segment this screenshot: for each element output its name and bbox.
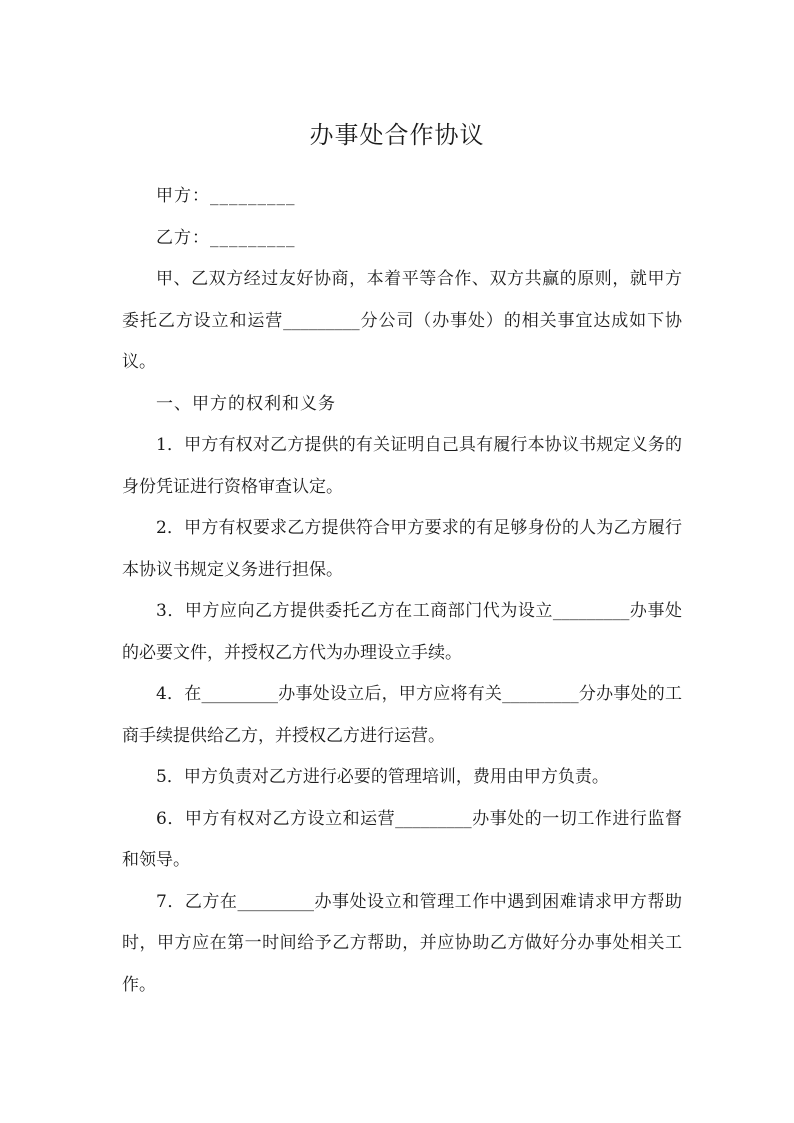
document-title: 办事处合作协议 <box>309 121 485 149</box>
clause-6: 6．甲方有权对乙方设立和运营_________办事处的一切工作进行监督和领导。 <box>122 808 682 870</box>
document-body <box>122 176 682 1006</box>
party-a-line: 甲方：_________ <box>156 186 296 206</box>
intro-paragraph: 甲、乙双方经过友好协商，本着平等合作、双方共赢的原则，就甲方委托乙方设立和运营_________分公司（办事处）的相关事宜达成如下协议。 <box>122 269 682 372</box>
clause-3: 3．甲方应向乙方提供委托乙方在工商部门代为设立_________办事处的必要文件，并授权乙方代为办理设立手续。 <box>122 601 682 663</box>
clause-4: 4．在_________办事处设立后，甲方应将有关_________分办事处的工商手续提供给乙方，并授权乙方进行运营。 <box>122 684 682 746</box>
section-heading-1: 一、甲方的权利和义务 <box>156 393 336 414</box>
party-b-line: 乙方：_________ <box>156 227 296 248</box>
clause-1: 1．甲方有权对乙方提供的有关证明自己具有履行本协议书规定义务的身份凭证进行资格审查认定。 <box>122 435 682 497</box>
clause-2: 2．甲方有权要求乙方提供符合甲方要求的有足够身份的人为乙方履行本协议书规定义务进行担保。 <box>122 518 682 580</box>
clause-7: 7．乙方在_________办事处设立和管理工作中遇到困难请求甲方帮助时，甲方应在第一时间给予乙方帮助，并应协助乙方做好分办事处相关工作。 <box>122 891 682 995</box>
clause-5: 5．甲方负责对乙方进行必要的管理培训，费用由甲方负责。 <box>156 767 609 787</box>
